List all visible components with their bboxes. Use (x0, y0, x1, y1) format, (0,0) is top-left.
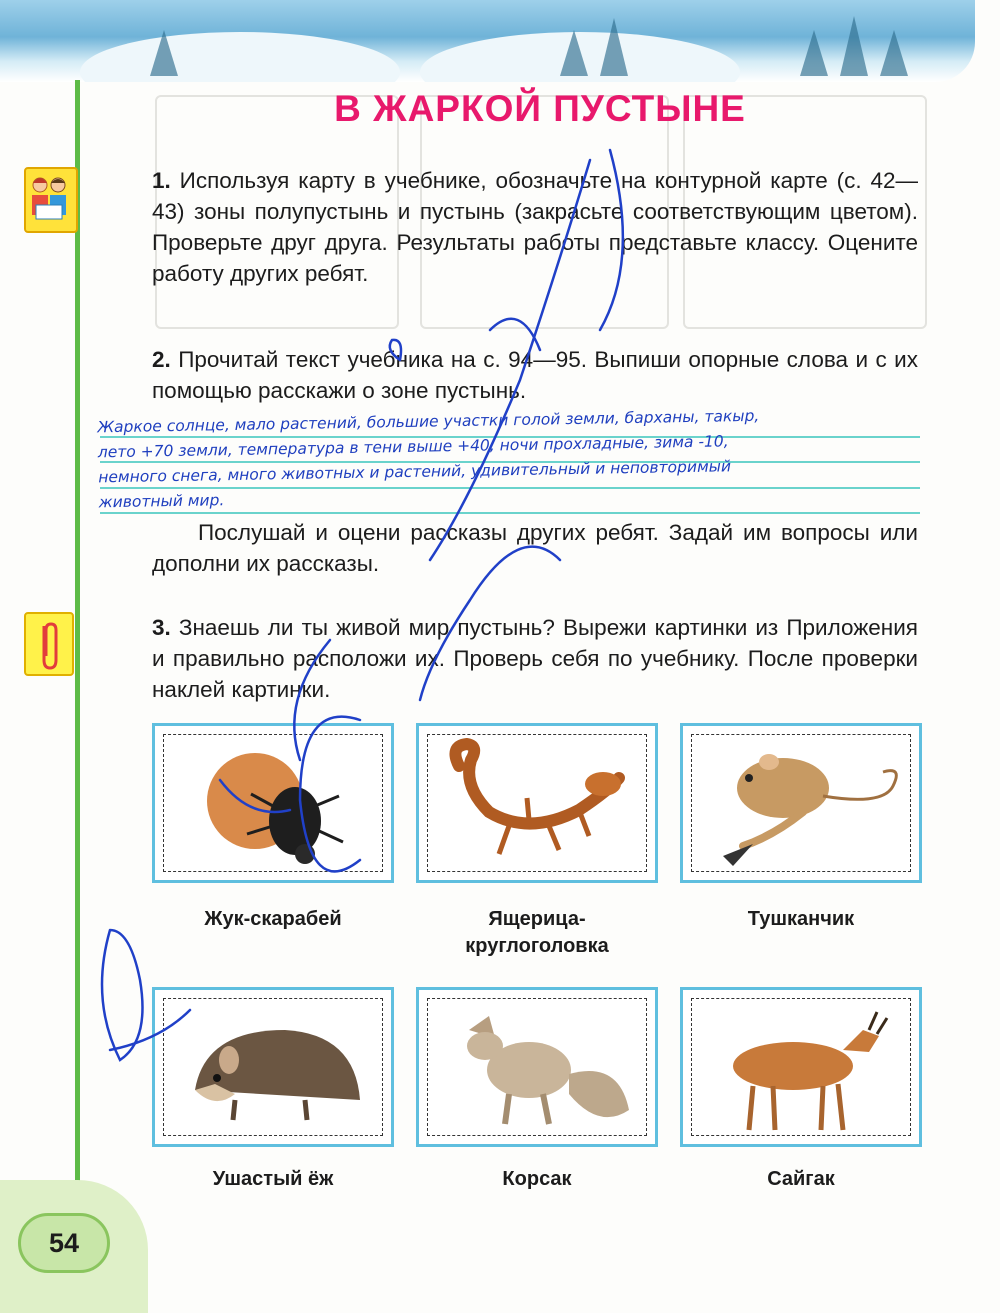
handwriting-line: животный мир. (98, 491, 225, 512)
animal-card[interactable] (680, 723, 922, 883)
task-3-text: Знаешь ли ты живой мир пустынь? Вырежи картинки из Приложения и правильно расположи их. Проверь себя по учебнику. После проверки наклей картинки. (152, 615, 918, 702)
header-banner (0, 0, 975, 82)
kids-reading-icon (24, 167, 78, 233)
beetle-icon (155, 726, 397, 886)
handwriting-line: немного снега, много животных и растений, удивительный и неповторимый (98, 457, 732, 487)
hedgehog-icon (155, 990, 397, 1150)
animal-label: Сайгак (767, 1168, 835, 1190)
margin-line (75, 80, 80, 1313)
task-2 (152, 344, 918, 406)
handwriting-line: Жаркое солнце, мало растений, большие участки голой земли, барханы, такыр, (97, 406, 760, 437)
lizard-icon (419, 726, 661, 886)
animal-card[interactable] (416, 987, 658, 1147)
task-2-number: 2. (152, 347, 171, 372)
task-3 (152, 612, 918, 705)
animal-label: Корсак (502, 1168, 572, 1190)
animal-card[interactable] (416, 723, 658, 883)
animal-label: Ушастый ёж (212, 1168, 334, 1190)
animal-label: Тушканчик (747, 908, 855, 930)
page-title: В ЖАРКОЙ ПУСТЫНЕ (334, 88, 746, 129)
page-number: 54 (18, 1213, 110, 1273)
jerboa-icon (683, 726, 925, 886)
animal-label: Жук-скарабей (204, 908, 342, 930)
task-3-number: 3. (152, 615, 171, 640)
task-1-number: 1. (152, 168, 171, 193)
fox-icon (419, 990, 661, 1150)
animal-card[interactable] (152, 987, 394, 1147)
animal-card[interactable] (680, 987, 922, 1147)
paperclip-icon (24, 612, 74, 676)
task-2-text: Прочитай текст учебника на с. 94—95. Выпиши опорные слова и с их помощью расскажи о зоне пустынь. (152, 347, 918, 403)
handwriting-line: лето +70 земли, температура в тени выше +40, ночи прохладные, зима -10, (97, 432, 729, 462)
task-1 (152, 165, 918, 289)
saiga-icon (683, 990, 925, 1150)
animal-card[interactable] (152, 723, 394, 883)
handwritten-answer (97, 401, 939, 516)
task-2-followup: Послушай и оцени рассказы других ребят. Задай им вопросы или дополни их рассказы. (152, 520, 918, 576)
animal-label: Ящерица- круглоголовка (465, 908, 609, 957)
task-1-text: Используя карту в учебнике, обозначьте на контурной карте (с. 42—43) зоны полупустынь и пустынь (закрасьте соответствующим цветом). Проверьте друг друга. Результаты работы представьте классу. Оцените работу других ребят. (152, 168, 918, 286)
